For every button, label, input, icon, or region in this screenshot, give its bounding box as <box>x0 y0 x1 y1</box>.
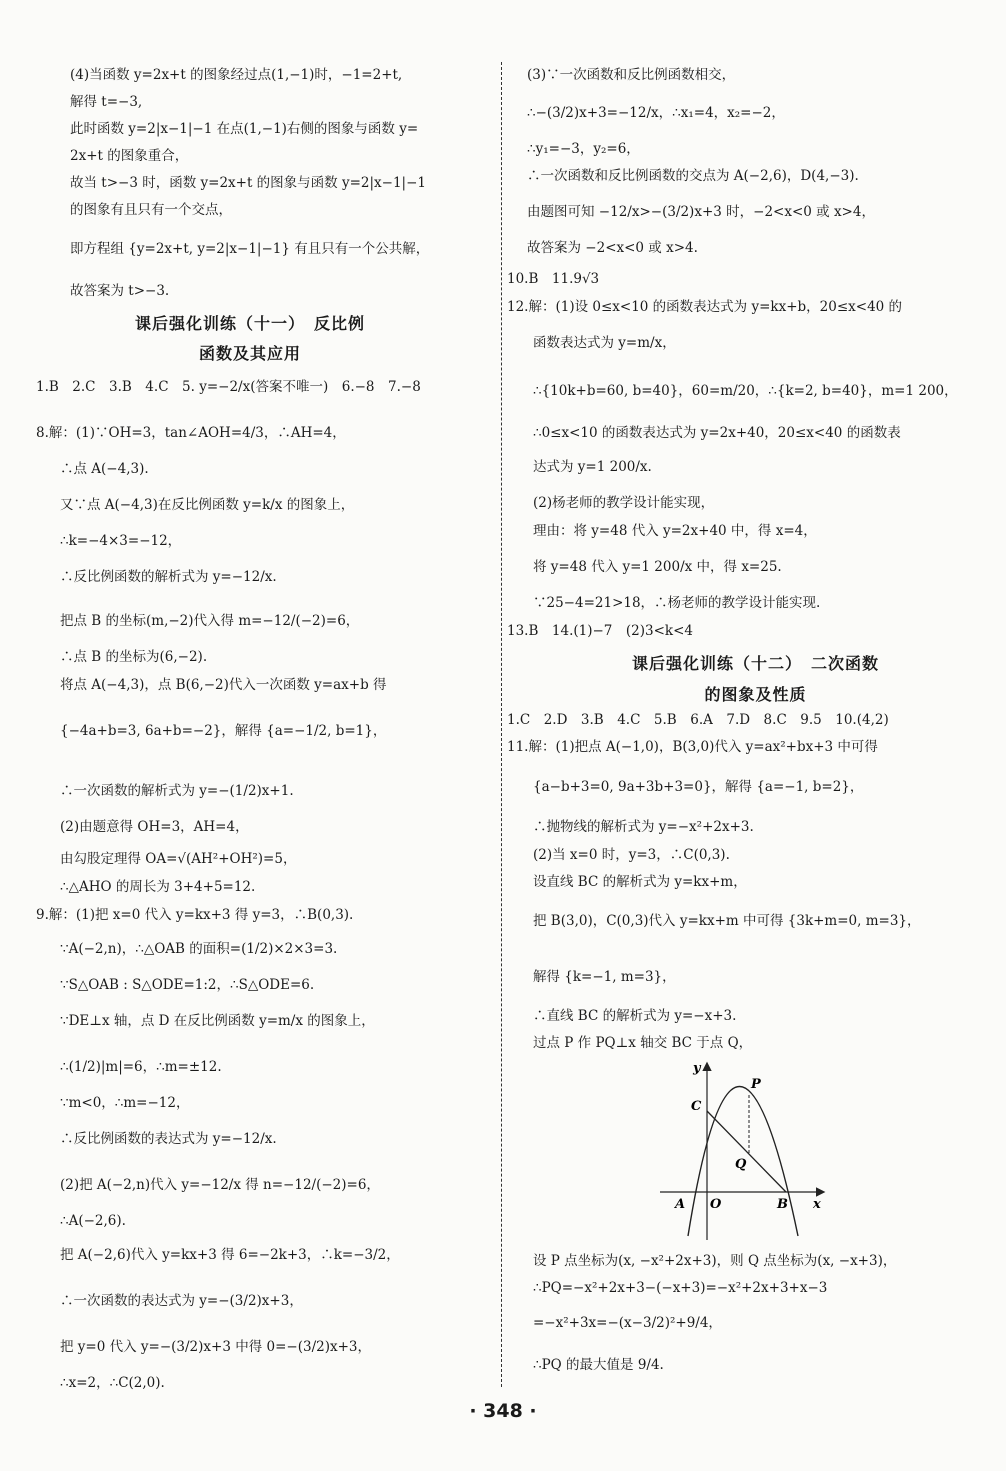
text-line: 设 P 点坐标为(x, −x²+2x+3)，则 Q 点坐标为(x, −x+3)， <box>533 1253 897 1269</box>
text-line: 12.解：(1)设 0≤x<10 的函数表达式为 y=kx+b，20≤x<40 的 <box>507 299 903 315</box>
parabola-graph <box>655 1058 830 1243</box>
point-a-label: A <box>675 1197 686 1212</box>
text-line: ∴一次函数和反比例函数的交点为 A(−2,6)，D(4,−3). <box>527 168 859 184</box>
text-line: ∴k=−4×3=−12， <box>60 533 182 549</box>
point-c-label: C <box>691 1099 702 1114</box>
text-line: 此时函数 y=2|x−1|−1 在点(1,−1)右侧的图象与函数 y= <box>70 121 419 137</box>
column-divider <box>501 62 502 1387</box>
origin-label: O <box>710 1197 722 1212</box>
text-line: ∴PQ 的最大值是 9/4. <box>533 1357 664 1373</box>
text-line: 即方程组 {y=2x+t, y=2|x−1|−1} 有且只有一个公共解， <box>70 241 430 257</box>
text-line: 又∵点 A(−4,3)在反比例函数 y=k/x 的图象上， <box>60 497 355 513</box>
text-line: 13.B 14.(1)−7 (2)3<k<4 <box>507 623 693 639</box>
text-line: 函数表达式为 y=m/x， <box>533 335 676 351</box>
point-q-label: Q <box>735 1157 747 1172</box>
section-heading: 课后强化训练（十二） 二次函数 <box>631 654 879 673</box>
text-line: 1.B 2.C 3.B 4.C 5. y=−2/x(答案不唯一) 6.−8 7.−8 <box>36 379 421 395</box>
text-line: 把 y=0 代入 y=−(3/2)x+3 中得 0=−(3/2)x+3， <box>60 1339 371 1355</box>
text-line: ∴点 A(−4,3). <box>60 461 149 477</box>
text-line: {−4a+b=3, 6a+b=−2}，解得 {a=−1/2, b=1}， <box>60 723 387 739</box>
text-line: ∴抛物线的解析式为 y=−x²+2x+3. <box>533 819 754 835</box>
text-line: 设直线 BC 的解析式为 y=kx+m， <box>533 874 747 890</box>
text-line: 将点 A(−4,3)，点 B(6,−2)代入一次函数 y=ax+b 得 <box>60 677 387 693</box>
text-line: (2)杨老师的教学设计能实现， <box>533 495 715 511</box>
text-line: 过点 P 作 PQ⊥x 轴交 BC 于点 Q， <box>533 1035 753 1051</box>
text-line: 达式为 y=1 200/x. <box>533 459 652 475</box>
text-line: ∴反比例函数的表达式为 y=−12/x. <box>60 1131 277 1147</box>
text-line: (2)由题意得 OH=3，AH=4， <box>60 819 249 835</box>
text-line: ∵A(−2,n)，∴△OAB 的面积=(1/2)×2×3=3. <box>60 941 338 957</box>
text-line: ∵S△OAB : S△ODE=1:2，∴S△ODE=6. <box>60 977 315 993</box>
text-line: ∴−(3/2)x+3=−12/x，∴x₁=4，x₂=−2， <box>527 105 785 121</box>
text-line: ∵DE⊥x 轴，点 D 在反比例函数 y=m/x 的图象上， <box>60 1013 375 1029</box>
text-line: ∴反比例函数的解析式为 y=−12/x. <box>60 569 277 585</box>
text-line: ∵25−4=21>18，∴杨老师的教学设计能实现. <box>533 595 821 611</box>
point-b-label: B <box>777 1197 788 1212</box>
text-line: ∴PQ=−x²+2x+3−(−x+3)=−x²+2x+3+x−3 <box>533 1280 828 1296</box>
text-line: 理由：将 y=48 代入 y=2x+40 中，得 x=4， <box>533 523 817 539</box>
text-line: 故答案为 t>−3. <box>70 283 170 299</box>
text-line: ∴x=2，∴C(2,0). <box>60 1375 165 1391</box>
text-line: 1.C 2.D 3.B 4.C 5.B 6.A 7.D 8.C 9.5 10.(4,2) <box>507 712 889 728</box>
text-line: 把 A(−2,6)代入 y=kx+3 得 6=−2k+3，∴k=−3/2， <box>60 1247 400 1263</box>
text-line: 解得 t=−3, <box>70 94 143 110</box>
text-line: 9.解：(1)把 x=0 代入 y=kx+3 得 y=3，∴B(0,3). <box>36 907 354 923</box>
text-line: 的图象有且只有一个交点， <box>70 202 232 218</box>
text-line: ∴点 B 的坐标为(6,−2). <box>60 649 208 665</box>
text-line: (2)当 x=0 时，y=3，∴C(0,3). <box>533 847 730 863</box>
text-line: ∴直线 BC 的解析式为 y=−x+3. <box>533 1008 737 1024</box>
text-line: ∵m<0，∴m=−12， <box>60 1095 190 1111</box>
text-line: 11.解：(1)把点 A(−1,0)，B(3,0)代入 y=ax²+bx+3 中可得 <box>507 739 878 755</box>
text-line: 解得 {k=−1, m=3}， <box>533 969 676 985</box>
section-heading: 函数及其应用 <box>198 344 301 363</box>
page-number: · 348 · <box>469 1400 537 1422</box>
text-line: ∴(1/2)|m|=6，∴m=±12. <box>60 1059 222 1075</box>
text-line: 2x+t 的图象重合， <box>70 148 189 164</box>
text-line: 10.B 11.9√3 <box>507 271 600 287</box>
text-line: ∴A(−2,6). <box>60 1213 126 1229</box>
text-line: 由勾股定理得 OA=√(AH²+OH²)=5， <box>60 851 297 867</box>
text-line: 8.解：(1)∵OH=3，tan∠AOH=4/3，∴AH=4， <box>36 425 346 441</box>
text-line: 故当 t>−3 时，函数 y=2x+t 的图象与函数 y=2|x−1|−1 <box>70 175 427 191</box>
text-line: ∴△AHO 的周长为 3+4+5=12. <box>60 879 256 895</box>
text-line: ∴一次函数的解析式为 y=−(1/2)x+1. <box>60 783 294 799</box>
point-p-label: P <box>751 1077 761 1092</box>
text-line: 把 B(3,0)，C(0,3)代入 y=kx+m 中可得 {3k+m=0, m=3}， <box>533 913 921 929</box>
section-heading: 的图象及性质 <box>704 685 807 704</box>
text-line: 把点 B 的坐标(m,−2)代入得 m=−12/(−2)=6， <box>60 613 360 629</box>
text-line: (3)∵一次函数和反比例函数相交， <box>527 67 736 83</box>
text-line: ∴y₁=−3，y₂=6， <box>527 141 640 157</box>
text-line: (4)当函数 y=2x+t 的图象经过点(1,−1)时，−1=2+t, <box>70 67 403 83</box>
section-heading: 课后强化训练（十一） 反比例 <box>134 314 365 333</box>
text-line: ∴一次函数的表达式为 y=−(3/2)x+3， <box>60 1293 303 1309</box>
line-bc <box>707 1111 786 1192</box>
text-line: 将 y=48 代入 y=1 200/x 中，得 x=25. <box>533 559 782 575</box>
text-line: ∴0≤x<10 的函数表达式为 y=2x+40，20≤x<40 的函数表 <box>533 425 901 441</box>
text-line: =−x²+3x=−(x−3/2)²+9/4， <box>533 1315 722 1331</box>
x-axis-label: x <box>813 1197 821 1212</box>
text-line: 由题图可知 −12/x>−(3/2)x+3 时，−2<x<0 或 x>4， <box>527 204 875 220</box>
text-line: 故答案为 −2<x<0 或 x>4. <box>527 240 698 256</box>
text-line: (2)把 A(−2,n)代入 y=−12/x 得 n=−12/(−2)=6， <box>60 1177 380 1193</box>
text-line: {a−b+3=0, 9a+3b+3=0}，解得 {a=−1, b=2}， <box>533 779 864 795</box>
text-line: ∴{10k+b=60, b=40}，60=m/20，∴{k=2, b=40}，m=1 200， <box>533 383 958 399</box>
y-axis-label: y <box>693 1061 701 1076</box>
